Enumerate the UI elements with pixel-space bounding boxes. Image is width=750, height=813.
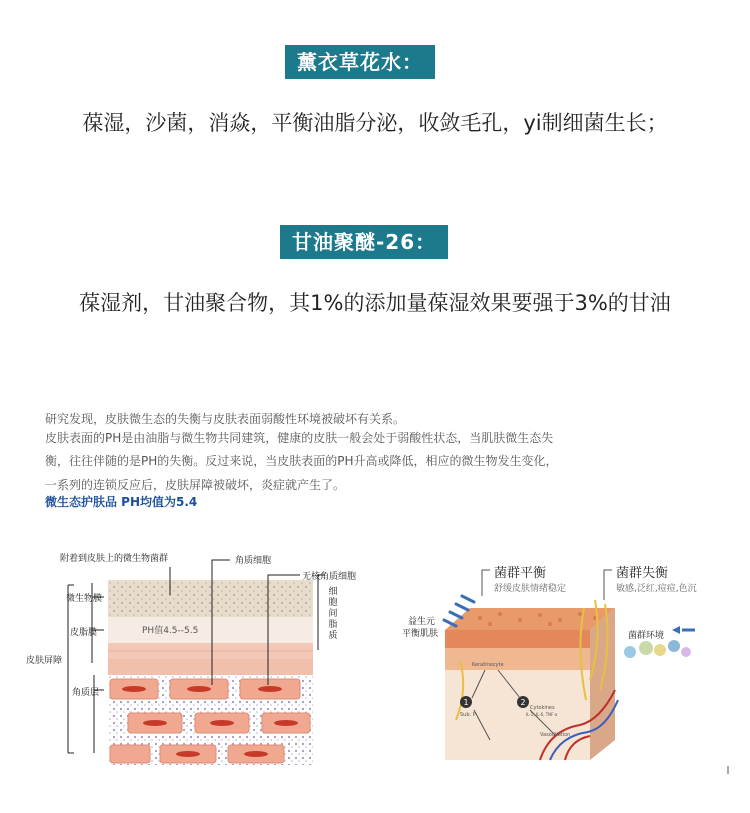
- label-sebum-film: 皮脂膜: [70, 628, 98, 638]
- label-stratum-corneum: 角质层: [72, 688, 100, 698]
- intro-highlight: 微生态护肤品 PH均值为5.4: [45, 495, 198, 509]
- label-anucleate-keratinocyte: 无核角质细胞: [302, 572, 357, 582]
- section-body-lavender: 葆湿，沙菌，消焱，平衡油脂分泌，收敛毛孔，yi制细菌生长；: [82, 111, 668, 135]
- label-microbe-film: 微生物膜: [66, 594, 103, 604]
- label-balanced-skin: 平衡肌肤: [402, 629, 439, 639]
- label-vasodilation: Vasodilation: [540, 732, 571, 738]
- imbalance-title: 菌群失衡: [616, 566, 669, 581]
- imbalance-subtitle: 敏感,泛红,痘痘,色沉: [616, 584, 697, 594]
- svg-text:1: 1: [463, 698, 469, 707]
- balance-title: 菌群平衡: [494, 566, 547, 581]
- balance-subtitle: 舒缓皮肤情绪稳定: [494, 584, 567, 594]
- section-body-glycereth: 葆湿剂，甘油聚合物，其1%的添加量葆湿效果要强于3%的甘油: [79, 291, 671, 315]
- intro-line-1: 研究发现，皮肤微生态的失衡与皮肤表面弱酸性环境被破坏有关系。: [45, 412, 406, 426]
- intro-line-3: 衡，往往伴随的是PH的失衡。反过来说，当皮肤表面的PH升高或降低，相应的微生物发生变化，: [45, 454, 558, 468]
- label-skin-microbes: 附着到皮肤上的微生物菌群: [60, 554, 169, 564]
- label-ph-range: PH值4.5--5.5: [142, 626, 199, 636]
- svg-text:2: 2: [520, 698, 526, 707]
- label-cytokines: Cytokines: [530, 705, 555, 711]
- intro-line-2: 皮肤表面的PH是由油脂与微生物共同建筑，健康的皮肤一般会处于弱酸性状态，当肌肤微生态失: [45, 431, 554, 445]
- label-cytokine-detail: IL-1, IL-6, TNF-a: [526, 712, 558, 717]
- label-probiotic: 益生元: [408, 617, 436, 627]
- intro-line-4: 一系列的连锁反应后，皮肤屏障被破坏，炎症就产生了。: [45, 478, 346, 492]
- label-skin-barrier: 皮肤屏障: [26, 656, 63, 666]
- label-sub-p: Sub. P: [460, 712, 476, 718]
- skin-layer-diagram: [0, 545, 380, 775]
- label-microbe-environment: 菌群环境: [628, 631, 665, 641]
- section-heading-glycereth: 甘油聚醚-26：: [280, 225, 448, 259]
- section-heading-lavender: 薰衣草花水：: [285, 45, 435, 79]
- microbiome-diagram: [390, 560, 730, 775]
- label-keratinocyte: 角质细胞: [235, 556, 272, 566]
- label-keratinocyte-en: Keratinocyte: [472, 662, 504, 668]
- label-intercellular-lipid: 细胞间脂质: [328, 587, 338, 641]
